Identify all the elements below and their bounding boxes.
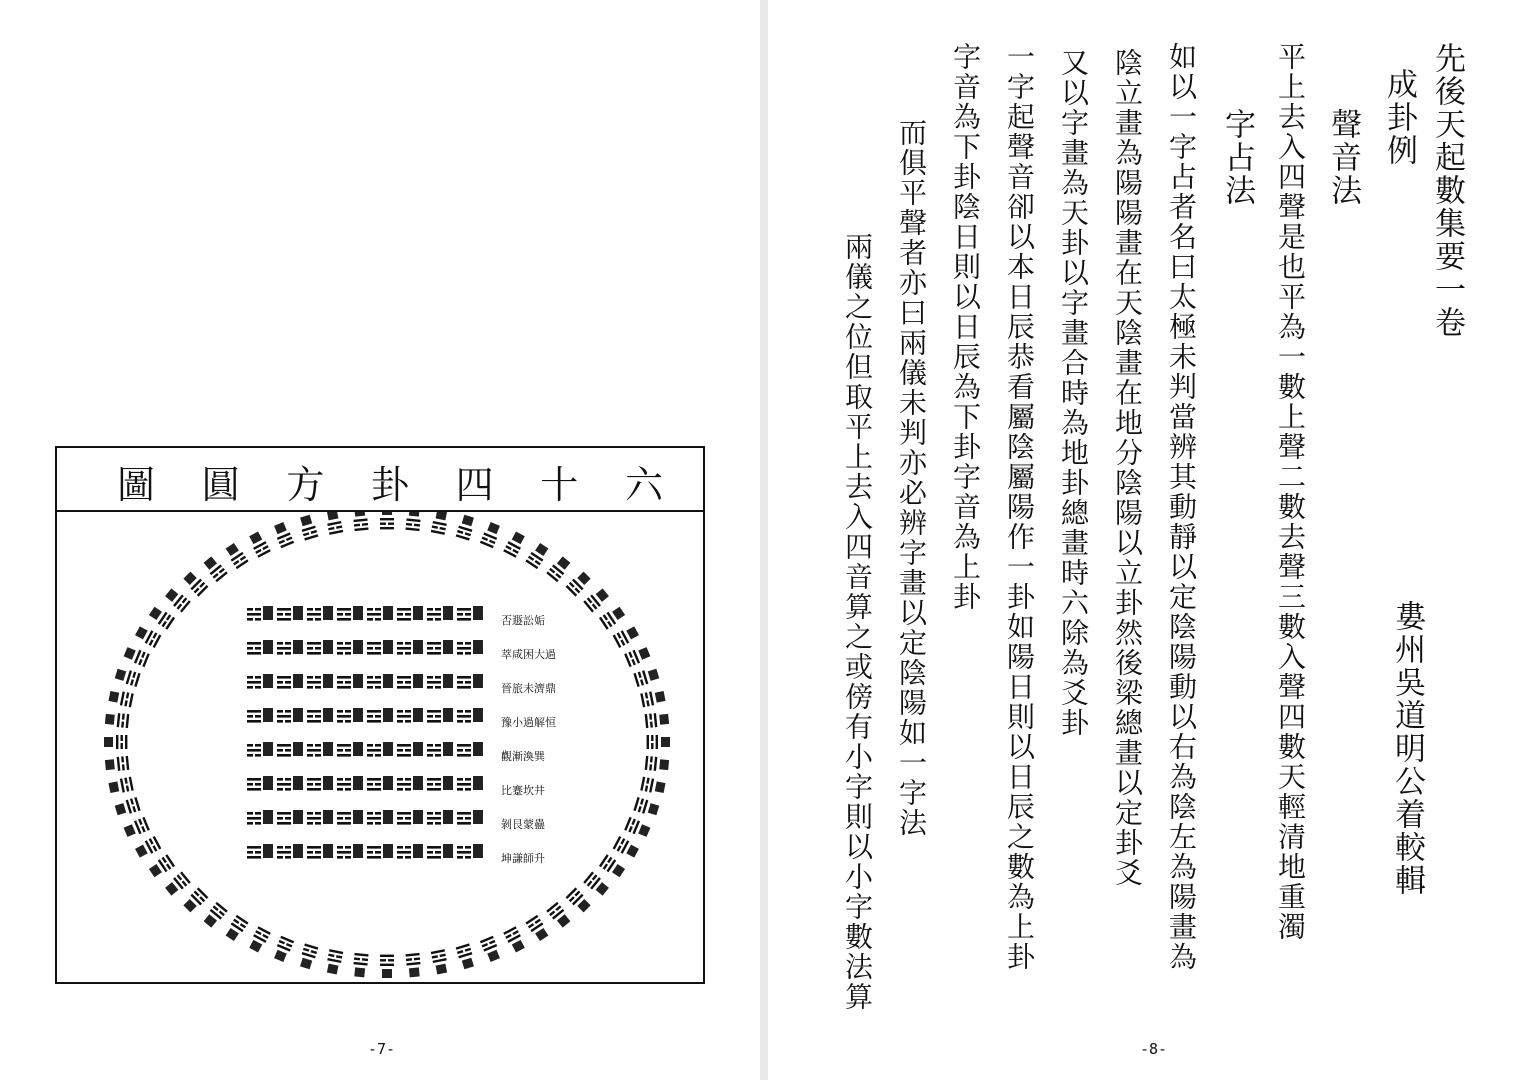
square-hexagram-cell (277, 674, 303, 689)
ring-hexagram-mark (480, 521, 502, 548)
diagram-title-char: 圓 (201, 463, 240, 507)
square-hexagram-cell (427, 606, 453, 621)
char-method-text-3: 又以字畫為天卦以字畫合時為地卦總畫時六除為爻卦 (1057, 48, 1090, 738)
ring-hexagram-mark (104, 735, 127, 749)
square-hexagram-cell (307, 742, 333, 757)
square-hexagram-cell (337, 708, 363, 723)
ring-hexagram-mark (224, 542, 249, 569)
ring-hexagram-mark (325, 512, 343, 535)
ring-hexagram-mark (148, 605, 175, 630)
diagram-title-char: 四 (455, 463, 494, 507)
right-page (768, 0, 1531, 1080)
char-method-text-1: 如以一字占者名曰太極未判當辨其動靜以定陰陽動以右為陰左為陽畫為 (1165, 42, 1198, 972)
square-hexagram-cell (367, 776, 393, 791)
ring-hexagram-mark (298, 943, 318, 969)
square-hexagram-cell (337, 606, 363, 621)
square-hexagram-cell (427, 742, 453, 757)
square-hexagram-cell (427, 844, 453, 859)
hexagram-circle-square-chart (57, 512, 703, 982)
square-row-label: 剝艮蒙蠱 (501, 818, 545, 831)
ring-hexagram-mark (272, 936, 294, 963)
ring-hexagram-mark (123, 645, 150, 667)
square-row-label: 否遯訟姤 (501, 614, 545, 627)
square-hexagram-cell (307, 640, 333, 655)
ring-hexagram-mark (633, 797, 659, 817)
square-hexagram-cell (397, 606, 423, 621)
square-hexagram-cell (247, 640, 273, 655)
ring-hexagram-mark (431, 512, 449, 535)
ring-hexagram-mark (546, 555, 572, 582)
ring-hexagram-mark (431, 949, 449, 975)
square-hexagram-cell (457, 708, 483, 723)
square-hexagram-cell (397, 776, 423, 791)
note-text-1: 而俱平聲者亦曰兩儀未判亦必辨字畫以定陰陽如一字法 (895, 118, 928, 838)
square-hexagram-cell (367, 810, 393, 825)
square-hexagram-cell (307, 776, 333, 791)
ring-hexagram-mark (148, 854, 175, 879)
ring-hexagram-mark (624, 645, 651, 667)
square-hexagram-cell (397, 640, 423, 655)
ring-hexagram-mark (525, 542, 550, 569)
ring-hexagram-mark (633, 667, 659, 687)
ring-hexagram-mark (114, 667, 140, 687)
square-hexagram-cell (247, 742, 273, 757)
square-hexagram-cell (277, 742, 303, 757)
section-heading: 成卦例 (1381, 68, 1417, 167)
ring-hexagram-mark (298, 514, 318, 540)
book-title: 先後天起數集要一卷 (1429, 42, 1465, 339)
square-row-label: 比蹇坎井 (501, 784, 545, 797)
square-hexagram-cell (337, 810, 363, 825)
square-hexagram-cell (367, 708, 393, 723)
square-hexagram-cell (337, 844, 363, 859)
diagram-title-char: 卦 (370, 463, 409, 507)
ring-hexagram-mark (164, 587, 191, 613)
square-hexagram-cell (277, 606, 303, 621)
square-hexagram-cell (397, 708, 423, 723)
square-row-label: 坤謙師升 (501, 852, 545, 865)
ring-hexagram-mark (624, 817, 651, 839)
ring-hexagram-mark (546, 902, 572, 929)
square-hexagram-cell (337, 674, 363, 689)
ring-hexagram-mark (503, 531, 526, 558)
square-hexagram-cell (427, 708, 453, 723)
square-hexagram-cell (457, 742, 483, 757)
diagram-title (117, 454, 663, 507)
ring-hexagram-mark (456, 943, 476, 969)
ring-hexagram-mark (566, 570, 592, 596)
square-hexagram-cell (247, 606, 273, 621)
ring-hexagram-mark (640, 777, 666, 795)
char-method-text-5: 字音為下卦陰日則以日辰為下卦字音為上卦 (949, 42, 982, 612)
square-hexagram-cell (277, 776, 303, 791)
square-hexagram-cell (277, 640, 303, 655)
ring-hexagram-mark (599, 854, 626, 879)
ring-hexagram-mark (182, 570, 208, 596)
ring-hexagram-mark (456, 514, 476, 540)
ring-hexagram-mark (134, 625, 161, 648)
square-hexagram-cell (457, 640, 483, 655)
square-hexagram-cell (337, 742, 363, 757)
hexagram-diagram (55, 446, 705, 984)
square-hexagram-cell (427, 810, 453, 825)
ring-hexagram-mark (583, 587, 610, 613)
square-hexagram-cell (397, 674, 423, 689)
diagram-title-char: 十 (540, 463, 579, 507)
page-number-right: -8- (1140, 1040, 1168, 1058)
ring-hexagram-mark (325, 949, 343, 975)
square-hexagram-cell (457, 810, 483, 825)
square-hexagram-cell (457, 674, 483, 689)
square-hexagram-cell (367, 674, 393, 689)
ring-hexagram-mark (108, 689, 134, 707)
ring-hexagram-mark (123, 817, 150, 839)
square-hexagram-cell (307, 810, 333, 825)
left-page (0, 0, 760, 1080)
square-hexagram-cell (367, 606, 393, 621)
ring-hexagram-mark (640, 689, 666, 707)
ring-hexagram-mark (114, 797, 140, 817)
ring-hexagram-mark (503, 926, 526, 953)
ring-hexagram-mark (613, 836, 640, 859)
note-text-2: 兩儀之位但取平上去入四音算之或傍有小字則以小字數法算 (841, 232, 874, 1012)
square-row-label: 萃咸困大過 (501, 648, 556, 661)
ring-hexagram-mark (272, 521, 294, 548)
square-row-label: 觀漸渙巽 (501, 750, 545, 763)
ring-hexagram-mark (224, 915, 249, 942)
square-row-label: 豫小過解恒 (501, 716, 556, 729)
ring-hexagram-mark (405, 512, 421, 531)
square-hexagram-cell (307, 844, 333, 859)
square-hexagram-cell (397, 742, 423, 757)
sound-method-text: 平上去入四聲是也平為一數上聲二數去聲三數入聲四數天輕清地重濁 (1274, 42, 1307, 942)
subheading-sound-method: 聲音法 (1325, 108, 1361, 207)
ring-hexagram-mark (480, 936, 502, 963)
square-hexagram-cell (277, 708, 303, 723)
square-hexagram-cell (247, 844, 273, 859)
square-hexagram-cell (247, 810, 273, 825)
square-hexagram-cell (367, 742, 393, 757)
ring-hexagram-mark (645, 712, 670, 728)
ring-hexagram-mark (202, 555, 228, 582)
square-hexagram-cell (307, 674, 333, 689)
char-method-text-2: 陰立畫為陽陽畫在天陰畫在地分陰陽以立卦然後梁總畫以定卦爻 (1111, 48, 1144, 888)
diagram-title-char: 方 (286, 463, 325, 507)
square-hexagram-cell (457, 776, 483, 791)
square-hexagram-cell (457, 606, 483, 621)
square-hexagram-cell (337, 776, 363, 791)
square-hexagram-cell (247, 776, 273, 791)
ring-hexagram-mark (202, 902, 228, 929)
ring-hexagram-mark (380, 955, 394, 978)
ring-hexagram-mark (380, 512, 394, 529)
square-hexagram-cell (457, 844, 483, 859)
char-method-text-4: 一字起聲音卻以本日辰恭看屬陰屬陽作一卦如陽日則以日辰之數為上卦 (1003, 42, 1036, 972)
subheading-char-method: 字占法 (1219, 108, 1255, 207)
ring-hexagram-mark (247, 531, 270, 558)
square-hexagram-cell (277, 810, 303, 825)
ring-hexagram-mark (105, 712, 130, 728)
square-hexagram-cell (307, 606, 333, 621)
ring-hexagram-mark (525, 915, 550, 942)
ring-hexagram-mark (405, 953, 421, 978)
diagram-title-bar (57, 448, 703, 512)
ring-hexagram-mark (613, 625, 640, 648)
square-hexagram-cell (427, 640, 453, 655)
square-hexagram-cell (367, 844, 393, 859)
ring-hexagram-mark (352, 512, 368, 531)
square-hexagram-cell (367, 640, 393, 655)
square-hexagram-cell (247, 674, 273, 689)
diagram-title-char: 圖 (117, 463, 156, 507)
square-row-label: 晉旅未濟鼎 (501, 682, 556, 695)
ring-hexagram-mark (645, 756, 670, 772)
square-hexagram-cell (247, 708, 273, 723)
ring-hexagram-mark (583, 871, 610, 897)
square-hexagram-cell (427, 776, 453, 791)
ring-hexagram-mark (105, 756, 130, 772)
ring-hexagram-mark (647, 735, 670, 749)
ring-hexagram-mark (566, 887, 592, 913)
diagram-title-char: 六 (624, 463, 663, 507)
ring-hexagram-mark (164, 871, 191, 897)
ring-hexagram-mark (182, 887, 208, 913)
ring-hexagram-mark (247, 926, 270, 953)
ring-hexagram-mark (134, 836, 161, 859)
page-number-left: -7- (368, 1040, 396, 1058)
square-hexagram-cell (337, 640, 363, 655)
square-hexagram-cell (277, 844, 303, 859)
ring-hexagram-mark (352, 953, 368, 978)
square-hexagram-cell (427, 674, 453, 689)
author-line: 婁州吳道明公着較輯 (1389, 600, 1425, 897)
ring-hexagram-mark (599, 605, 626, 630)
square-hexagram-cell (307, 708, 333, 723)
square-hexagram-cell (397, 810, 423, 825)
ring-hexagram-mark (108, 777, 134, 795)
square-hexagram-cell (397, 844, 423, 859)
